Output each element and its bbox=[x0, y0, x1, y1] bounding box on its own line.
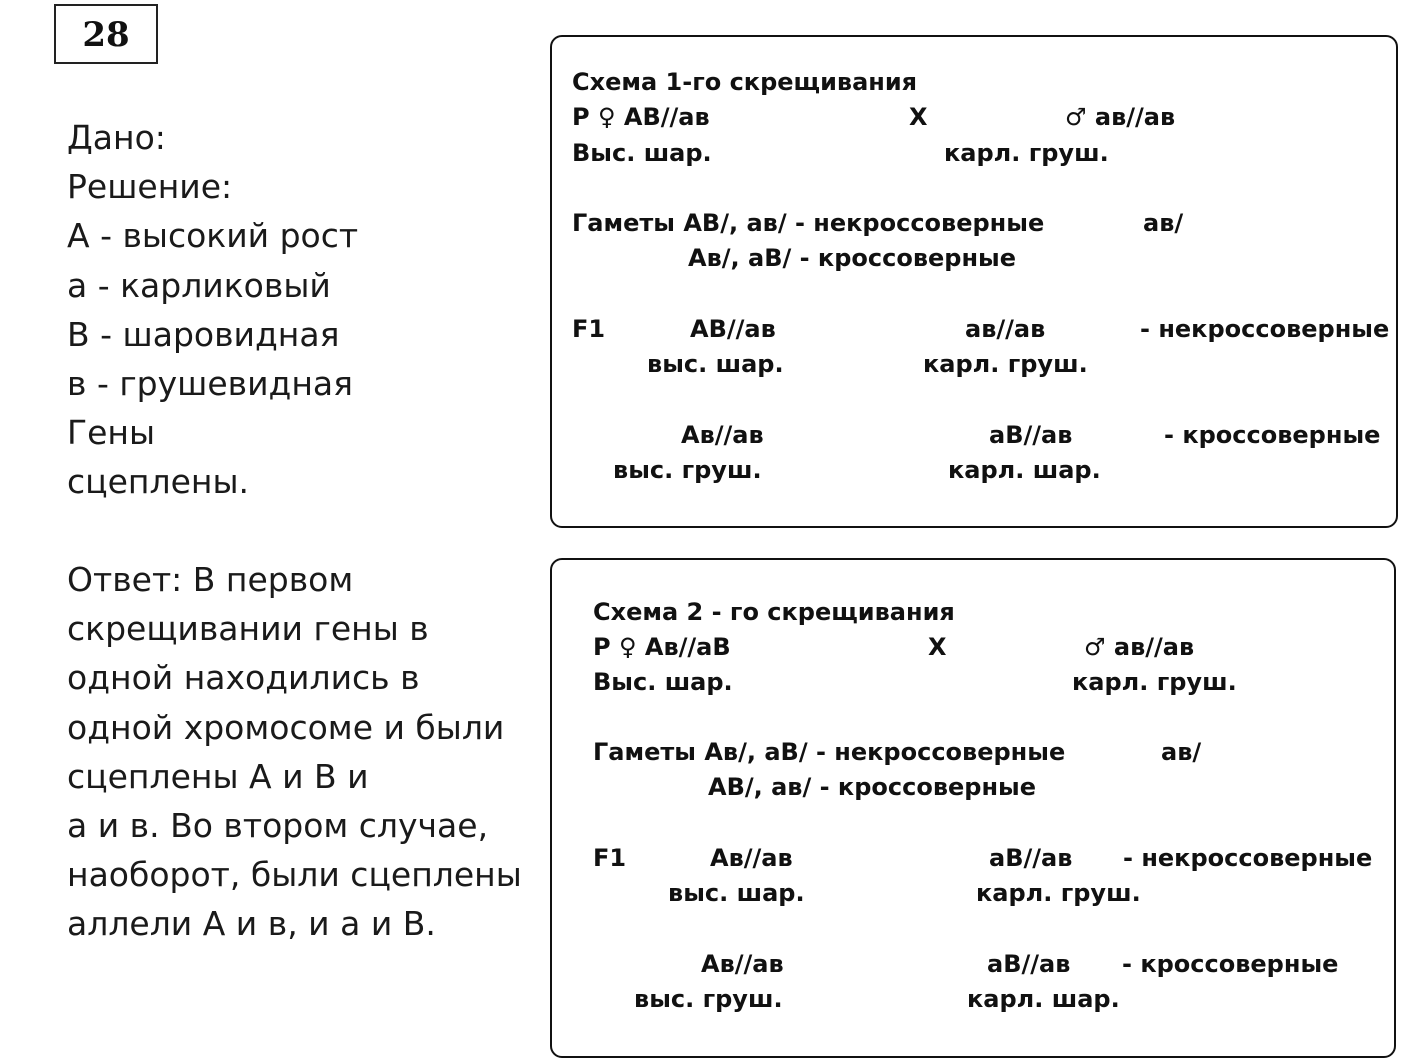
cross-sign: Х bbox=[928, 633, 947, 661]
f1-genotype: АВ//ав bbox=[690, 315, 776, 343]
male-phenotype: карл. груш. bbox=[1072, 668, 1237, 696]
linkage-note: сцеплены. bbox=[67, 462, 249, 502]
parent-male-genotype: ♂ ав//ав bbox=[1065, 103, 1176, 131]
gametes-noncrossover: Гаметы Ав/, аВ/ - некроссоверные bbox=[593, 738, 1066, 766]
parent-female-genotype: Р ♀ АВ//ав bbox=[572, 103, 710, 131]
answer-line: а и в. Во втором случае, bbox=[67, 806, 489, 846]
gametes-male: ав/ bbox=[1143, 209, 1184, 237]
f1-phenotype: выс. шар. bbox=[668, 879, 805, 907]
f1-genotype: аВ//ав bbox=[989, 421, 1073, 449]
gametes-noncrossover: Гаметы АВ/, ав/ - некроссоверные bbox=[572, 209, 1045, 237]
female-phenotype: Выс. шар. bbox=[593, 668, 733, 696]
gametes-crossover: АВ/, ав/ - кроссоверные bbox=[708, 773, 1037, 801]
f1-genotype: ав//ав bbox=[965, 315, 1046, 343]
noncrossover-note: - некроссоверные bbox=[1123, 844, 1373, 872]
noncrossover-note: - некроссоверные bbox=[1140, 315, 1390, 343]
linkage-note: Гены bbox=[67, 413, 156, 453]
answer-line: аллели А и в, и а и В. bbox=[67, 904, 436, 944]
answer-line: Ответ: В первом bbox=[67, 560, 354, 599]
f1-phenotype: карл. груш. bbox=[923, 350, 1088, 378]
f1-genotype: аВ//ав bbox=[987, 950, 1071, 978]
scheme-title: Схема 1-го скрещивания bbox=[572, 68, 918, 96]
scheme-title: Схема 2 - го скрещивания bbox=[593, 598, 955, 626]
cross-scheme-2 bbox=[550, 558, 1396, 1058]
answer-line: одной хромосоме и были bbox=[67, 707, 505, 747]
male-phenotype: карл. груш. bbox=[944, 139, 1109, 167]
answer-line: наоборот, были сцеплены bbox=[67, 855, 522, 895]
f1-genotype: Ав//ав bbox=[681, 421, 764, 449]
cross-sign: Х bbox=[909, 103, 928, 131]
given-heading: Дано: bbox=[67, 118, 166, 157]
gametes-male: ав/ bbox=[1161, 738, 1202, 766]
f1-label: F1 bbox=[572, 315, 606, 343]
f1-genotype: Ав//ав bbox=[710, 844, 793, 872]
answer-line: сцеплены А и В и bbox=[67, 756, 369, 796]
f1-genotype: аВ//ав bbox=[989, 844, 1073, 872]
answer-line: одной находились в bbox=[67, 658, 420, 698]
answer-section bbox=[67, 555, 542, 949]
crossover-note: - кроссоверные bbox=[1122, 950, 1339, 978]
parent-female-genotype: Р ♀ Ав//аВ bbox=[593, 633, 731, 661]
female-phenotype: Выс. шар. bbox=[572, 139, 712, 167]
f1-label: F1 bbox=[593, 844, 627, 872]
gametes-crossover: Ав/, аВ/ - кроссоверные bbox=[688, 244, 1017, 272]
allele-definition: А - высокий рост bbox=[67, 216, 359, 256]
f1-genotype: Ав//ав bbox=[701, 950, 784, 978]
cross-scheme-1 bbox=[550, 35, 1398, 528]
f1-phenotype: карл. шар. bbox=[967, 985, 1120, 1013]
answer-line: скрещивании гены в bbox=[67, 609, 429, 649]
task-number: 28 bbox=[54, 4, 158, 64]
allele-definition: в - грушевидная bbox=[67, 364, 354, 404]
f1-phenotype: выс. груш. bbox=[634, 985, 783, 1013]
solution-heading: Решение: bbox=[67, 167, 233, 207]
parent-male-genotype: ♂ ав//ав bbox=[1084, 633, 1195, 661]
allele-definition: а - карликовый bbox=[67, 265, 331, 305]
allele-definition: В - шаровидная bbox=[67, 314, 340, 354]
f1-phenotype: выс. шар. bbox=[647, 350, 784, 378]
f1-phenotype: выс. груш. bbox=[613, 456, 762, 484]
crossover-note: - кроссоверные bbox=[1164, 421, 1381, 449]
f1-phenotype: карл. груш. bbox=[976, 879, 1141, 907]
given-section bbox=[67, 113, 542, 507]
f1-phenotype: карл. шар. bbox=[948, 456, 1101, 484]
